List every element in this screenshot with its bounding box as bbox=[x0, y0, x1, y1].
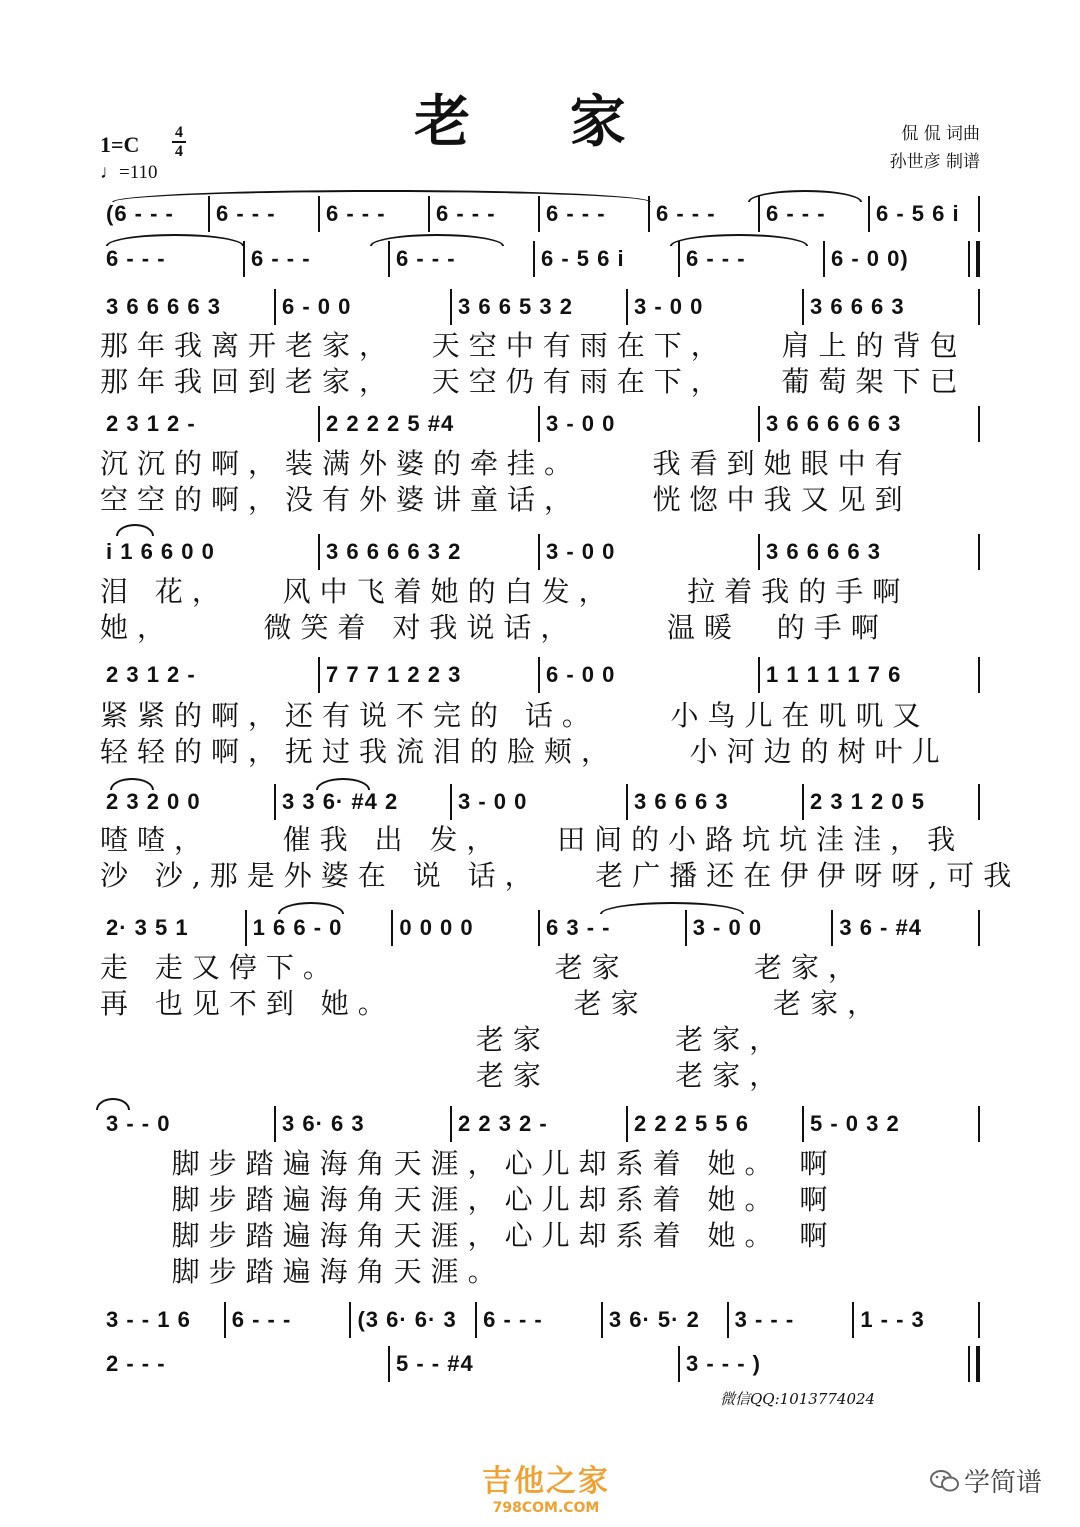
lyrics-line: 那年我回到老家， 天空仍有雨在下， 葡萄架下已 bbox=[100, 365, 967, 398]
system-11 bbox=[100, 1346, 980, 1382]
measure: 3 - 0 0 bbox=[546, 411, 616, 436]
measure: 3 6 6 6 6 3 2 bbox=[326, 539, 462, 564]
measure: 6 - - - bbox=[766, 201, 826, 226]
measure: 3 - - - bbox=[734, 1307, 795, 1332]
measure: 6 - - - bbox=[396, 246, 456, 271]
measure: 6 - - - bbox=[546, 201, 606, 226]
time-signature-bottom: 4 bbox=[175, 143, 183, 160]
measure: 2 2 2 5 5 6 bbox=[634, 1111, 749, 1136]
measure: 6 - - - bbox=[326, 201, 386, 226]
measure: 3 6· 6 3 bbox=[282, 1111, 365, 1136]
measure: i 1 6 6 0 0 bbox=[106, 539, 215, 564]
end-barline bbox=[968, 1346, 980, 1382]
lyrics-line: 脚步踏遍海角天涯，心儿却系着 她。 啊 bbox=[100, 1183, 837, 1216]
lyrics-line: 老家 老家， bbox=[100, 1023, 787, 1056]
measure: 2 2 3 2 - bbox=[458, 1111, 548, 1136]
measure: 3 - 0 0 bbox=[634, 294, 704, 319]
brand-badge bbox=[930, 1462, 1042, 1499]
end-barline bbox=[978, 196, 980, 232]
system-5 bbox=[100, 534, 980, 570]
end-barline bbox=[978, 657, 980, 693]
time-signature bbox=[172, 124, 186, 160]
tempo-marking: ♩=110 bbox=[100, 162, 158, 183]
system-6 bbox=[100, 657, 980, 693]
end-barline bbox=[978, 910, 980, 946]
measure: 6 - - - bbox=[251, 246, 311, 271]
measure: 6 - - - bbox=[106, 246, 166, 271]
measure: 3 - - 0 bbox=[106, 1111, 171, 1136]
measure: 2 - - - bbox=[106, 1351, 166, 1376]
end-barline bbox=[978, 784, 980, 820]
measure: 3 - 0 0 bbox=[692, 915, 763, 940]
brand-name: 学简谱 bbox=[964, 1468, 1043, 1498]
measure: 6 - - - bbox=[656, 201, 716, 226]
lyrics-line: 脚步踏遍海角天涯，心儿却系着 她。 啊 bbox=[100, 1219, 837, 1252]
lyrics-line: 沙 沙,那是外婆在 说 话， 老广播还在伊伊呀呀,可我 bbox=[100, 859, 1021, 892]
lyrics-line: 老家 老家， bbox=[100, 1059, 787, 1092]
end-barline bbox=[978, 289, 980, 325]
credit-transcriber: 孙世彦 制谱 bbox=[889, 152, 980, 172]
measure: 3 6 6 6 6 3 bbox=[106, 294, 221, 319]
system-10 bbox=[100, 1302, 980, 1338]
system-8 bbox=[100, 910, 980, 946]
wechat-icon bbox=[930, 1468, 960, 1494]
measure: 3 6 6 5 3 2 bbox=[458, 294, 573, 319]
credit-lyricist-composer: 侃 侃 词曲 bbox=[901, 124, 980, 144]
measure: 3 - - 1 6 bbox=[106, 1307, 191, 1332]
measure: 6 - - - bbox=[231, 1307, 292, 1332]
site-url: 798COM.COM bbox=[492, 1500, 600, 1516]
lyrics-line: 再 也见不到 她。 老家 老家， bbox=[100, 987, 885, 1020]
system-9 bbox=[100, 1106, 980, 1142]
measure: 1 1 1 1 1 7 6 bbox=[766, 662, 902, 687]
measure: 1 6 6 - 0 bbox=[252, 915, 343, 940]
measure: 6 - - - bbox=[686, 246, 746, 271]
lyrics-line: 轻轻的啊，抚过我流泪的脸颊， 小河边的树叶儿 bbox=[100, 735, 949, 768]
key-signature: 1=C bbox=[100, 132, 140, 157]
measure: 2 3 2 0 0 bbox=[106, 789, 201, 814]
measure: 2· 3 5 1 bbox=[106, 915, 189, 940]
measure: 3 6 6 6 6 6 3 bbox=[766, 411, 902, 436]
site-name: 吉他之家 bbox=[482, 1464, 610, 1499]
measure: 2 3 1 2 0 5 bbox=[810, 789, 925, 814]
lyrics-line: 紧紧的啊，还有说不完的 话。 小鸟儿在叽叽又 bbox=[100, 699, 930, 732]
lyrics-line: 那年我离开老家， 天空中有雨在下， 肩上的背包 bbox=[100, 329, 967, 362]
measure: 3 - - - ) bbox=[686, 1351, 761, 1376]
measure: 7 7 7 1 2 2 3 bbox=[326, 662, 462, 687]
lyrics-line: 喳喳， 催我 出 发， 田间的小路坑坑洼洼，我 bbox=[100, 823, 965, 856]
measure: 3 6 6 6 6 3 bbox=[766, 539, 881, 564]
system-7 bbox=[100, 784, 980, 820]
measure: 6 - 0 0 bbox=[282, 294, 352, 319]
end-barline bbox=[978, 534, 980, 570]
measure: 5 - 0 3 2 bbox=[810, 1111, 900, 1136]
end-barline bbox=[978, 406, 980, 442]
measure: 2 2 2 2 5 #4 bbox=[326, 411, 455, 436]
system-2 bbox=[100, 241, 980, 277]
lyrics-line: 她， 微笑着 对我说话， 温暖 的手啊 bbox=[100, 611, 888, 644]
measure: 6 - - - bbox=[436, 201, 496, 226]
measure: 6 - - - bbox=[216, 201, 276, 226]
lyrics-line: 脚步踏遍海角天涯。 bbox=[100, 1255, 505, 1288]
time-signature-top: 4 bbox=[175, 124, 183, 141]
end-barline bbox=[978, 1302, 980, 1338]
measure: 3 3 6· #4 2 bbox=[282, 789, 399, 814]
measure: 3 - 0 0 bbox=[546, 539, 616, 564]
measure: 3 6· 5· 2 bbox=[608, 1307, 700, 1332]
measure: 6 - 0 0 bbox=[546, 662, 616, 687]
measure: 5 - - #4 bbox=[396, 1351, 474, 1376]
system-3 bbox=[100, 289, 980, 325]
measure: (6 - - - bbox=[106, 201, 174, 226]
measure: 2 3 1 2 - bbox=[106, 411, 196, 436]
lyrics-line: 泪 花， 风中飞着她的白发， 拉着我的手啊 bbox=[100, 575, 910, 608]
measure: 6 - - - bbox=[483, 1307, 543, 1332]
measure: 2 3 1 2 - bbox=[106, 662, 196, 687]
end-barline bbox=[968, 241, 980, 277]
end-barline bbox=[978, 1106, 980, 1142]
lyrics-line: 走 走又停下。 老家 老家， bbox=[100, 951, 866, 984]
song-title: 老 家 bbox=[414, 89, 666, 155]
measure: 6 - 5 6 i bbox=[541, 246, 625, 271]
measure: 0 0 0 0 bbox=[399, 915, 474, 940]
site-logo bbox=[466, 1456, 626, 1516]
contact-watermark: 微信QQ:1013774024 bbox=[720, 1390, 876, 1408]
credits bbox=[890, 120, 980, 176]
measure: 3 6 - #4 bbox=[839, 915, 922, 940]
measure: 3 6 6 6 3 bbox=[634, 789, 729, 814]
measure: 3 6 6 6 3 bbox=[810, 294, 905, 319]
measure: 6 - 0 0) bbox=[831, 246, 909, 271]
lyrics-line: 空空的啊，没有外婆讲童话， 恍惚中我又见到 bbox=[100, 483, 912, 516]
lyrics-line: 脚步踏遍海角天涯，心儿却系着 她。 啊 bbox=[100, 1147, 837, 1180]
measure: 1 - - 3 bbox=[860, 1307, 925, 1332]
measure: 6 - 5 6 i bbox=[876, 201, 960, 226]
system-4 bbox=[100, 406, 980, 442]
measure: 3 - 0 0 bbox=[458, 789, 528, 814]
measure: (3 6· 6· 3 bbox=[357, 1307, 457, 1332]
lyrics-line: 沉沉的啊，装满外婆的牵挂。 我看到她眼中有 bbox=[100, 447, 912, 480]
measure: 6 3 - - bbox=[546, 915, 611, 940]
